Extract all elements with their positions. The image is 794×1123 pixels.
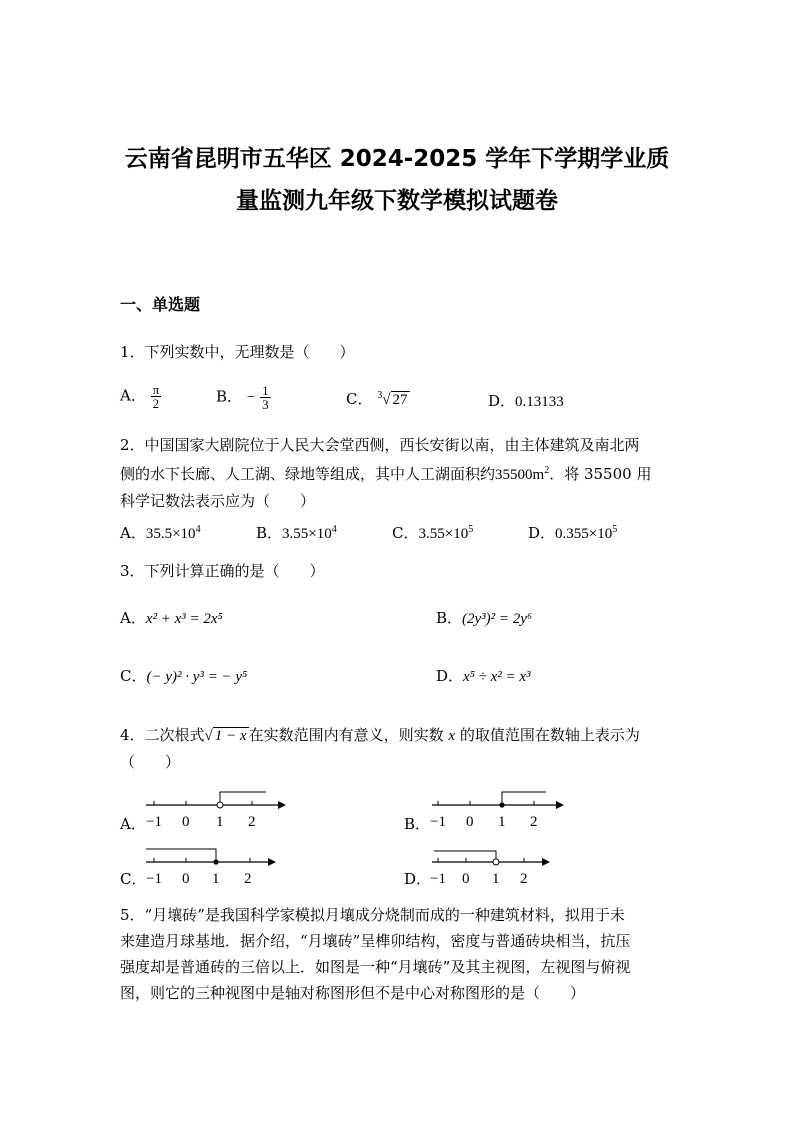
tick-label: 0	[466, 814, 474, 830]
range-bracket	[146, 849, 216, 862]
q1-option-a[interactable]: A． $\frac{\pi}{2}$	[120, 382, 160, 411]
tick-label: −1	[146, 871, 162, 887]
number-line-svg	[426, 788, 576, 834]
range-bracket	[220, 792, 266, 802]
axis-arrow	[278, 801, 286, 809]
q4-number-line-d	[426, 845, 576, 891]
title-line-2: 量监测九年级下数学模拟试题卷	[236, 188, 558, 214]
q2-option-d[interactable]: D．$0.355\times 10^5$	[528, 524, 618, 542]
tick-label: 0	[182, 814, 190, 830]
fraction: $\frac{1}{3}$	[262, 383, 269, 412]
axis-arrow	[542, 858, 550, 866]
open-circle	[217, 802, 223, 808]
q3-option-b[interactable]: B．(2y³)² = 2y⁶	[436, 609, 533, 627]
question-2-stem: 2．中国国家大剧院位于人民大会堂西侧，西长安街以南，由主体建筑及南北两 侧的水下长廊、人工湖、绿地等组成，其中人工湖面积约$35500m^2$．将 35500 用 科学记数法表示应为（ ）	[120, 436, 652, 510]
q4-option-c[interactable]: C．	[120, 870, 147, 888]
q4-option-d[interactable]: D．	[404, 870, 432, 888]
closed-circle	[213, 859, 218, 864]
q4-number-line-c	[140, 845, 290, 891]
cube-root: $^3$√ 27	[377, 390, 408, 408]
q2-option-c[interactable]: C．$3.55\times 10^5$	[392, 524, 474, 542]
number-line-svg	[426, 845, 576, 891]
q4-option-b[interactable]: B．	[404, 815, 431, 833]
tick-label: 1	[498, 814, 506, 830]
q2-option-a[interactable]: A．$35.5\times 10^4$	[120, 524, 201, 542]
axis-arrow	[556, 801, 564, 809]
closed-circle	[499, 802, 504, 807]
tick-label: 1	[216, 814, 224, 830]
question-5-stem: 5．“月壤砖”是我国科学家模拟月壤成分烧制而成的一种建筑材料，拟用于未 来建造月球基地．据介绍，“月壤砖”呈榫卯结构，密度与普通砖块相当，抗压 强度却是普通砖的三倍以上．如图是一种“月壤砖”及其主视图，左视图与俯视 图，则它的三种视图中是轴对称图形但不是中心对称图形的是（ ）	[120, 906, 631, 1002]
fraction: $\frac{\pi}{2}$	[152, 382, 160, 411]
tick-label: 0	[182, 871, 190, 887]
tick-label: −1	[146, 814, 162, 830]
q1-option-c[interactable]: C． $^3$√ 27	[346, 390, 408, 408]
tick-label: 2	[520, 871, 528, 887]
number-line-svg	[140, 845, 290, 891]
q2-option-b[interactable]: B．$3.55\times 10^4$	[256, 524, 337, 542]
question-1-stem: 1．下列实数中，无理数是（ ）	[120, 343, 355, 361]
tick-label: 2	[244, 871, 252, 887]
question-4-stem: 4．二次根式√ 1 − x 在实数范围内有意义，则实数 x 的取值范围在数轴上表示为 （ ）	[120, 722, 676, 775]
q1-option-d[interactable]: D．0.13133	[488, 392, 564, 410]
axis-arrow	[268, 858, 276, 866]
q4-number-line-a	[140, 788, 290, 834]
q1-option-b[interactable]: B． − $\frac{1}{3}$	[216, 383, 269, 412]
title-line-1: 云南省昆明市五华区 2024-2025 学年下学期学业质	[124, 146, 670, 172]
range-bracket	[502, 792, 546, 805]
number-line-svg	[140, 788, 290, 834]
tick-label: 2	[248, 814, 256, 830]
q3-option-a[interactable]: A．x² + x³ = 2x⁵	[120, 609, 223, 627]
section-heading: 一、单选题	[120, 295, 201, 314]
range-bracket	[434, 851, 496, 862]
q3-option-c[interactable]: C．(− y)² · y³ = − y⁵	[120, 667, 248, 685]
tick-label: 1	[212, 871, 220, 887]
tick-label: 0	[462, 871, 470, 887]
question-3-stem: 3．下列计算正确的是（ ）	[120, 562, 325, 580]
tick-label: −1	[430, 871, 446, 887]
tick-label: 2	[530, 814, 538, 830]
q3-option-d[interactable]: D．x⁵ ÷ x² = x³	[436, 667, 531, 685]
square-root: √ 1 − x	[204, 728, 247, 744]
tick-label: 1	[492, 871, 500, 887]
q4-option-a[interactable]: A．	[120, 815, 146, 833]
q4-number-line-b	[426, 788, 576, 834]
document-title	[100, 138, 694, 222]
open-circle	[493, 859, 499, 865]
tick-label: −1	[430, 814, 446, 830]
